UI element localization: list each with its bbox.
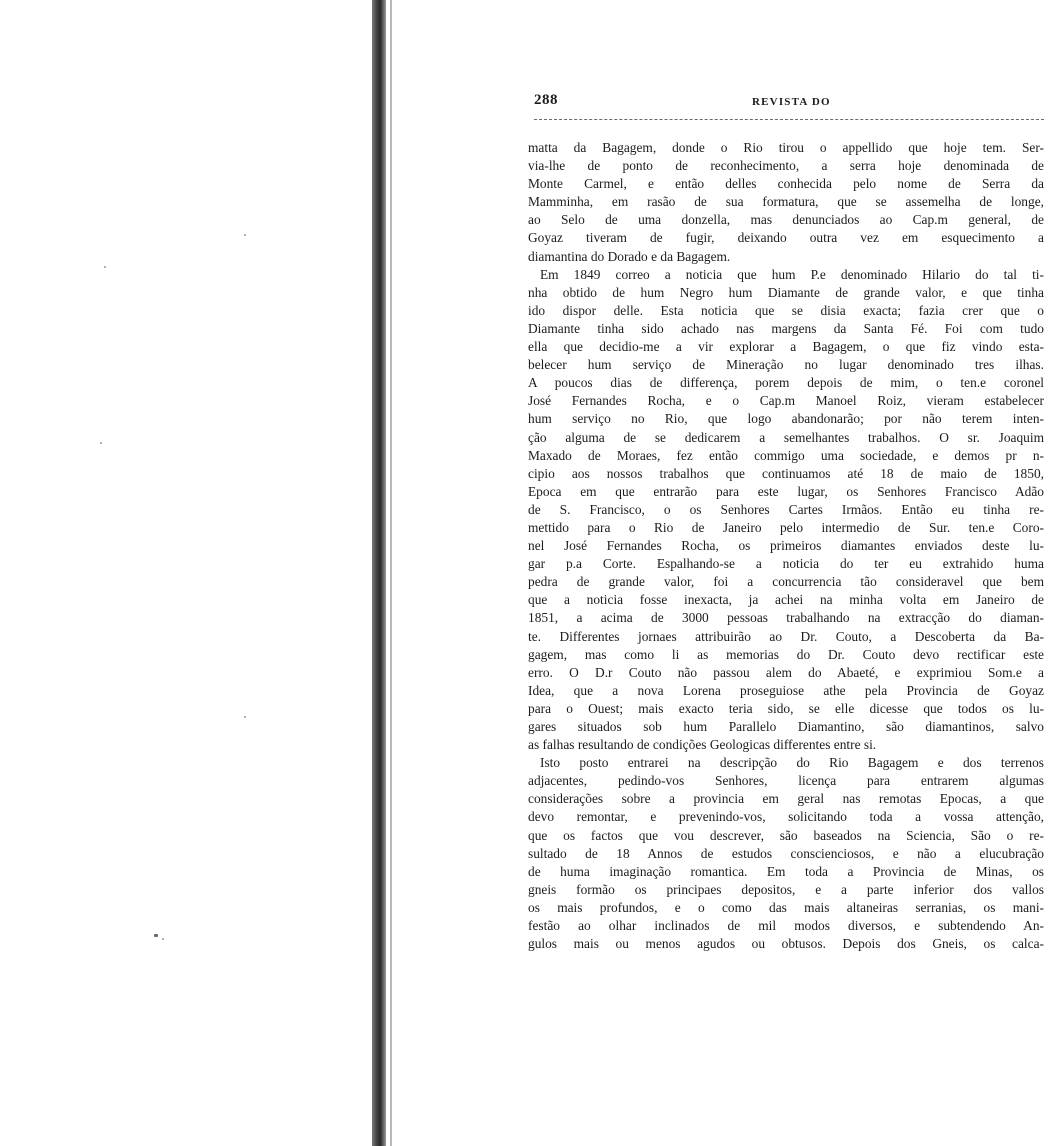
text-line: mettido para o Rio de Janeiro pelo intermedio de Sur. ten.e Coro- <box>528 519 1044 535</box>
text-line: Maxado de Moraes, fez então commigo uma sociedade, e demos pr n- <box>528 447 1044 463</box>
paper-speck <box>244 234 246 236</box>
text-line: José Fernandes Rocha, e o Cap.m Manoel Roiz, vieram estabelecer <box>528 393 1044 409</box>
paper-speck <box>100 442 102 444</box>
text-line: os mais profundos, e o como das mais altaneiras serranias, os mani- <box>528 899 1044 915</box>
text-line: festão ao olhar inclinados de mil modos diversos, e subtendendo An- <box>528 918 1044 934</box>
running-title: REVISTA DO <box>752 96 831 108</box>
text-line: Goyaz tiveram de fugir, deixando outra vez em esquecimento a <box>528 230 1044 246</box>
text-line: ella que decidio-me a vir explorar a Bagagem, o que fiz vindo esta- <box>528 339 1044 355</box>
text-line: nel José Fernandes Rocha, os primeiros diamantes enviados deste lu- <box>528 538 1044 554</box>
paper-speck <box>104 266 106 268</box>
text-line: Idea, que a nova Lorena proseguiose athe pela Provincia de Goyaz <box>528 682 1044 698</box>
paper-speck <box>154 934 158 937</box>
text-line: devo remontar, e prevenindo-vos, solicitando toda a vossa attenção, <box>528 809 1044 825</box>
text-line: que a noticia fosse inexacta, ja achei na minha volta em Janeiro de <box>528 592 1044 608</box>
text-line: gagem, mas como li as memorias do Dr. Couto devo rectificar este <box>528 646 1044 662</box>
text-line: Monte Carmel, e então delles conhecida pelo nome de Serra da <box>528 176 1044 192</box>
text-line: gares situados sob hum Parallelo Diamantino, são diamantinos, salvo <box>528 719 1044 734</box>
text-line: pedra de grande valor, foi a concurrencia tão consideravel que bem <box>528 574 1044 590</box>
text-line: de huma imaginação romantica. Em toda a Provincia de Minas, os <box>528 863 1044 879</box>
text-line: nha obtido de hum Negro hum Diamante de grande valor, e que tinha <box>528 284 1044 300</box>
text-line: gneis formão os principaes depositos, e a parte inferior dos vallos <box>528 881 1044 897</box>
text-line: sultado de 18 Annos de estudos conscienciosos, e não a elucubração <box>528 845 1044 861</box>
header-rule <box>534 119 1044 120</box>
text-line: Diamante tinha sido achado nas margens da Santa Fé. Foi com tudo <box>528 320 1044 336</box>
page-header <box>534 92 1042 116</box>
text-line: adjacentes, pedindo-vos Senhores, licença para entrarem algumas <box>528 773 1044 789</box>
text-line: ao Selo de uma donzella, mas denunciados ao Cap.m general, de <box>528 212 1044 228</box>
text-line: de S. Francisco, o os Senhores Cartes Irmãos. Então eu tinha re- <box>528 501 1044 517</box>
text-line: Epoca em que entrarão para este lugar, os Senhores Francisco Adão <box>528 483 1044 499</box>
text-line: que os factos que vou descrever, são baseados na Sciencia, São o re- <box>528 827 1044 843</box>
text-line: cipio aos nossos trabalhos que continuamos até 18 de maio de 1850, <box>528 465 1044 481</box>
book-gutter <box>372 0 386 1146</box>
text-line: as falhas resultando de condições Geologicas differentes entre si. <box>528 737 877 753</box>
text-line: A poucos dias de differença, porem depois de mim, o ten.e coronel <box>528 375 1044 391</box>
page-number: 288 <box>534 92 558 108</box>
text-line: diamantina do Dorado e da Bagagem. <box>528 248 731 264</box>
text-line: gulos mais ou menos agudos ou obtusos. Depois dos Gneis, os calca- <box>528 936 1044 952</box>
text-line: Isto posto entrarei na descripção do Rio Bagagem e dos terrenos <box>540 755 1044 771</box>
text-line: te. Differentes jornaes attribuirão ao Dr. Couto, a Descoberta da Ba- <box>528 628 1044 644</box>
text-line: para o Ouest; mais exacto teria sido, se elle dicesse que todos os lu- <box>528 700 1044 716</box>
left-page-blank <box>0 0 372 1146</box>
text-line: ção alguma de se dedicarem a semelhantes trabalhos. O sr. Joaquim <box>528 429 1044 445</box>
text-line: erro. O D.r Couto não passou alem do Abaeté, e exprimiou Som.e a <box>528 664 1044 680</box>
text-line: ido dispor delle. Esta noticia que se disia exacta; fazia crer que o <box>528 302 1044 318</box>
text-line: belecer hum serviço de Mineração no lugar denominado tres ilhas. <box>528 357 1044 373</box>
text-line: gar p.a Corte. Espalhando-se a noticia do ter eu extrahido huma <box>528 556 1044 572</box>
text-line: Mamminha, em rasão de sua formatura, que se assemelha de longe, <box>528 194 1044 210</box>
text-line: matta da Bagagem, donde o Rio tirou o appellido que hoje tem. Ser- <box>528 140 1044 155</box>
paper-speck <box>244 716 246 718</box>
text-line: hum serviço no Rio, que logo abandonarão; por não terem inten- <box>528 411 1044 427</box>
paper-speck <box>162 938 164 940</box>
text-line: via-lhe de ponto de reconhecimento, a serra hoje denominada de <box>528 158 1044 174</box>
text-line: 1851, a acima de 3000 pessoas trabalhando na extracção do diaman- <box>528 610 1044 626</box>
text-line: considerações sobre a provincia em geral nas remotas Epocas, a que <box>528 791 1044 807</box>
text-body <box>528 139 1044 953</box>
text-line: Em 1849 correo a noticia que hum P.e denominado Hilario do tal ti- <box>540 266 1044 282</box>
